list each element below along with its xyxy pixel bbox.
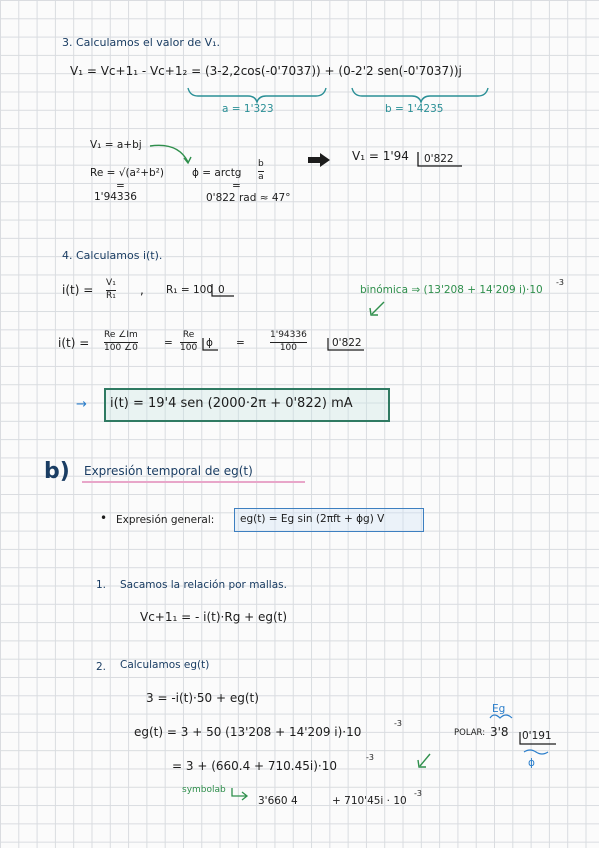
current-result: i(t) = 19'4 sen (2000·2π + 0'822) mA	[110, 396, 353, 411]
r1-value: R₁ = 100	[166, 284, 214, 296]
v1-result-angle: 0'822	[424, 153, 454, 165]
eq-line-3-exponent: -3	[366, 753, 374, 762]
phi-fraction-den: a	[258, 171, 264, 182]
b-value: b = 1'4235	[385, 103, 444, 115]
fraction-3	[270, 331, 307, 354]
equals-2: =	[236, 337, 245, 349]
section-3-heading: 3. Calculamos el valor de V₁.	[62, 36, 221, 49]
fraction-1	[104, 331, 138, 354]
phi-value: 0'822 rad ≈ 47°	[206, 192, 291, 204]
eq-line-4-exponent: -3	[414, 789, 422, 798]
eq-line-1: 3 = -i(t)·50 + eg(t)	[146, 691, 259, 705]
fraction-2	[180, 331, 197, 354]
step-1-text: Sacamos la relación por mallas.	[120, 579, 287, 591]
re-value: 1'94336	[94, 191, 137, 203]
polar-angle: 0'191	[522, 730, 552, 742]
re-equals: =	[116, 180, 125, 192]
fraction-3-angle: 0'822	[332, 337, 362, 349]
eq-line-2-exponent: -3	[394, 719, 402, 728]
bullet: •	[100, 511, 108, 525]
step-1-equation: Vc+1₁ = - i(t)·Rg + eg(t)	[140, 610, 288, 624]
re-formula: Re = √(a²+b²)	[90, 167, 164, 179]
i-fraction	[106, 279, 116, 302]
binomica-arrow	[372, 302, 384, 314]
i-fraction-den: R₁	[106, 290, 116, 301]
phi-fraction	[258, 160, 264, 183]
fraction-1-den: 100 ∠0	[104, 342, 138, 353]
curved-arrow	[150, 145, 188, 162]
fraction-1-num: Re ∠Im	[104, 330, 138, 340]
v1-equation: V₁ = Vc+1₁ - Vc+1₂ = (3-2,2cos(-0'7037)) + (0-2'2 sen(-0'7037))j	[70, 64, 462, 78]
fraction-2-den: 100	[180, 342, 198, 353]
fraction-3-den: 100	[279, 342, 298, 353]
eq-line-4b: + 710'45i · 10	[332, 795, 407, 807]
i2-lhs: i(t) =	[58, 336, 90, 350]
fraction-2-num: Re	[182, 330, 195, 340]
symbolab-note: symbolab	[182, 785, 226, 795]
binomica-label: binómica ⇒ (13'208 + 14'209 i)·10	[360, 284, 543, 296]
expr-label: Expresión general:	[116, 514, 215, 526]
polar-label: POLAR:	[454, 728, 486, 738]
phi-formula: ϕ = arctg	[192, 167, 242, 179]
brace-b	[352, 88, 488, 102]
phi-annotation: ϕ	[528, 757, 535, 769]
polar-value: 3'8	[490, 725, 509, 739]
eq-line-3: = 3 + (660.4 + 710.45i)·10	[172, 759, 337, 773]
step-2-number: 2.	[96, 661, 107, 673]
v1-rectangular: V₁ = a+bj	[90, 139, 142, 151]
expr-general: eg(t) = Eg sin (2πft + ϕg) V	[240, 513, 385, 525]
phi-equals: =	[232, 180, 241, 192]
step-2-text: Calculamos eg(t)	[120, 659, 210, 671]
i-fraction-num: V₁	[106, 278, 116, 288]
i-lhs: i(t) =	[62, 283, 94, 297]
v1-result: V₁ = 1'94	[352, 149, 409, 163]
fraction-2-angle: ϕ	[206, 337, 213, 349]
comma: ,	[140, 283, 144, 297]
equals-1: =	[164, 337, 173, 349]
section-4-heading: 4. Calculamos i(t).	[62, 249, 163, 262]
part-b-title: Expresión temporal de eg(t)	[84, 464, 253, 478]
part-b-letter: b)	[44, 459, 70, 484]
phi-fraction-num: b	[258, 159, 264, 169]
eg-annotation: Eg	[492, 703, 506, 715]
step-1-number: 1.	[96, 579, 107, 591]
r1-angle: 0	[218, 284, 225, 296]
a-value: a = 1'323	[222, 103, 274, 115]
binomica-exponent: -3	[556, 278, 564, 287]
eq-line-4a: 3'660 4	[258, 795, 298, 807]
result-arrow: →	[76, 397, 87, 412]
eq-line-2: eg(t) = 3 + 50 (13'208 + 14'209 i)·10	[134, 725, 362, 739]
brace-a	[188, 88, 326, 102]
fraction-3-num: 1'94336	[270, 330, 307, 340]
